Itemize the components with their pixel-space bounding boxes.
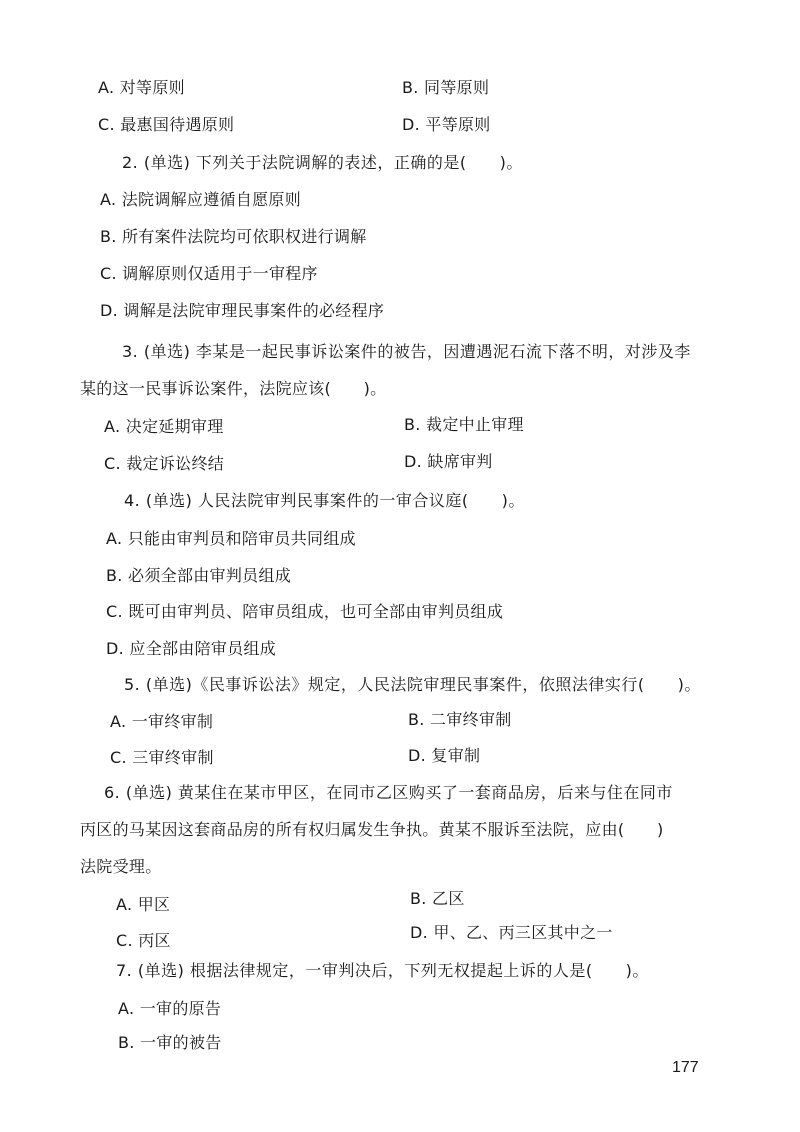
q5-option-d: D. 复审制 [408,746,481,765]
q2-option-b: B. 所有案件法院均可依职权进行调解 [100,227,367,246]
q5-stem: 5. (单选)《民事诉讼法》规定，人民法院审理民事案件，依照法律实行( )。 [124,675,701,694]
q6-stem-line2: 丙区的马某因这套商品房的所有权归属发生争执。黄某不服诉至法院，应由( ) [80,820,664,839]
q1-option-d: D. 平等原则 [402,115,491,134]
q3-option-a: A. 决定延期审理 [104,417,224,436]
q6-option-b: B. 乙区 [410,889,465,908]
q5-option-c: C. 三审终审制 [110,748,214,767]
q4-option-b: B. 必须全部由审判员组成 [106,566,292,585]
q1-option-c: C. 最惠国待遇原则 [98,115,235,134]
q6-stem-line3: 法院受理。 [80,857,162,876]
q7-stem: 7. (单选) 根据法律规定，一审判决后，下列无权提起上诉的人是( )。 [116,961,649,980]
q3-option-b: B. 裁定中止审理 [404,415,524,434]
q5-option-a: A. 一审终审制 [110,712,214,731]
q7-option-b: B. 一审的被告 [118,1033,222,1052]
q3-stem-line2: 某的这一民事诉讼案件，法院应该( )。 [80,379,387,398]
q1-option-a: A. 对等原则 [98,78,185,97]
q6-stem-line1: 6. (单选) 黄某住在某市甲区，在同市乙区购买了一套商品房，后来与住在同市 [104,783,673,802]
q3-option-d: D. 缺席审判 [404,452,493,471]
page-number: 177 [672,1059,699,1076]
q2-option-d: D. 调解是法院审理民事案件的必经程序 [100,301,385,320]
q1-option-b: B. 同等原则 [402,78,490,97]
q7-option-a: A. 一审的原告 [118,999,222,1018]
q6-option-a: A. 甲区 [116,895,171,914]
q3-stem-line1: 3. (单选) 李某是一起民事诉讼案件的被告，因遭遇泥石流下落不明，对涉及李 [122,342,691,361]
q6-option-c: C. 丙区 [116,931,171,950]
q3-option-c: C. 裁定诉讼终结 [104,454,225,473]
q2-stem: 2. (单选) 下列关于法院调解的表述，正确的是( )。 [122,153,523,172]
q2-option-c: C. 调解原则仅适用于一审程序 [100,264,318,283]
q4-stem: 4. (单选) 人民法院审判民事案件的一审合议庭( )。 [124,491,525,510]
q4-option-c: C. 既可由审判员、陪审员组成，也可全部由审判员组成 [106,602,504,621]
q5-option-b: B. 二审终审制 [408,710,512,729]
q4-option-d: D. 应全部由陪审员组成 [106,639,277,658]
q4-option-a: A. 只能由审判员和陪审员共同组成 [106,529,356,548]
q6-option-d: D. 甲、乙、丙三区其中之一 [410,923,613,942]
q2-option-a: A. 法院调解应遵循自愿原则 [100,190,302,209]
